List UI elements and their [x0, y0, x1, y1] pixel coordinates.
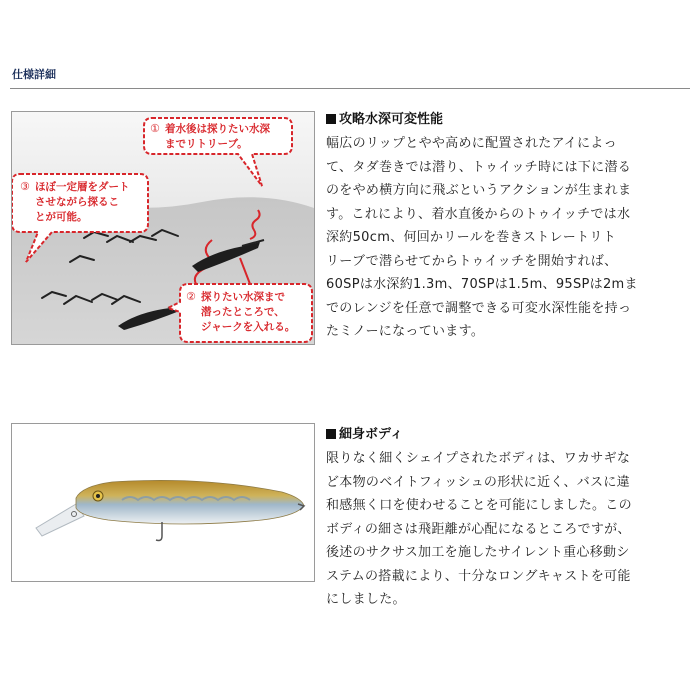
section-body — [326, 447, 690, 612]
square-bullet-icon — [326, 429, 336, 439]
body-line: 後述のサクサス加工を施したサイレント重心移動シ — [326, 545, 630, 560]
callout-3-line3: とが可能。 — [35, 211, 88, 223]
callout-1-number: ① — [150, 122, 160, 135]
action-diagram-svg — [12, 112, 314, 344]
body-line: ボディの細さは飛距離が心配になるところですが、 — [326, 521, 631, 537]
section-title — [326, 110, 690, 130]
section-title — [326, 425, 690, 445]
body-line: て、タダ巻きでは潜り、トゥイッチ時には下に潜る — [326, 159, 632, 175]
callout-2 — [168, 284, 312, 342]
section-depth-control — [326, 110, 690, 344]
body-line: ど本物のベイトフィッシュの形状に近く、バスに違 — [326, 474, 630, 490]
body-line: 限りなく細くシェイプされたボディは、ワカサギな — [326, 451, 631, 466]
callout-3-number: ③ — [20, 180, 30, 193]
header-divider — [10, 88, 690, 89]
action-diagram — [11, 111, 315, 345]
lure-hook-front — [156, 522, 162, 541]
callout-1-line1: 着水後は探りたい水深 — [165, 123, 270, 135]
section-slim-body — [326, 425, 690, 612]
lure-body — [76, 480, 304, 524]
callout-2-number: ② — [186, 290, 196, 303]
callout-3-line1: ほぼ一定層をダート — [35, 181, 130, 193]
callout-2-line1: 探りたい水深まで — [201, 291, 285, 303]
section-title-text: 細身ボディ — [339, 427, 403, 442]
callout-1-line2: までリトリーブ。 — [165, 138, 248, 150]
body-line: リーブで潜らせてからトゥイッチを開始すれば、 — [326, 253, 618, 269]
section-title-text: 攻略水深可変性能 — [339, 112, 444, 127]
square-bullet-icon — [326, 114, 336, 124]
body-line: す。これにより、着水直後からのトゥイッチでは水 — [326, 206, 631, 222]
body-line: 和感無く口を使わせることを可能にしました。この — [326, 498, 632, 513]
section-body — [326, 132, 690, 344]
lure-product-image — [11, 423, 315, 582]
body-line: 60SPは水深約1.3m、70SPは1.5m、95SPは2mま — [326, 277, 638, 292]
body-line: のをやめ横方向に飛ぶというアクションが生まれま — [326, 183, 632, 198]
body-line: 深約50cm、何回かリールを巻きストレートリト — [326, 230, 616, 245]
body-line: でのレンジを任意で調整できる可変水深性能を持っ — [326, 300, 632, 316]
lure-svg — [12, 424, 314, 581]
callout-2-line2: 潜ったところで、 — [201, 306, 285, 318]
body-line: 幅広のリップとやや高めに配置されたアイによっ — [326, 136, 617, 151]
callout-2-line3: ジャークを入れる。 — [201, 321, 296, 333]
page-title: 仕様詳細 — [12, 68, 56, 81]
body-line: たミノーになっています。 — [326, 324, 485, 339]
body-line: ステムの搭載により、十分なロングキャストを可能 — [326, 568, 631, 584]
body-line: にしました。 — [326, 592, 406, 607]
callout-3-line2: させながら探るこ — [35, 196, 119, 208]
